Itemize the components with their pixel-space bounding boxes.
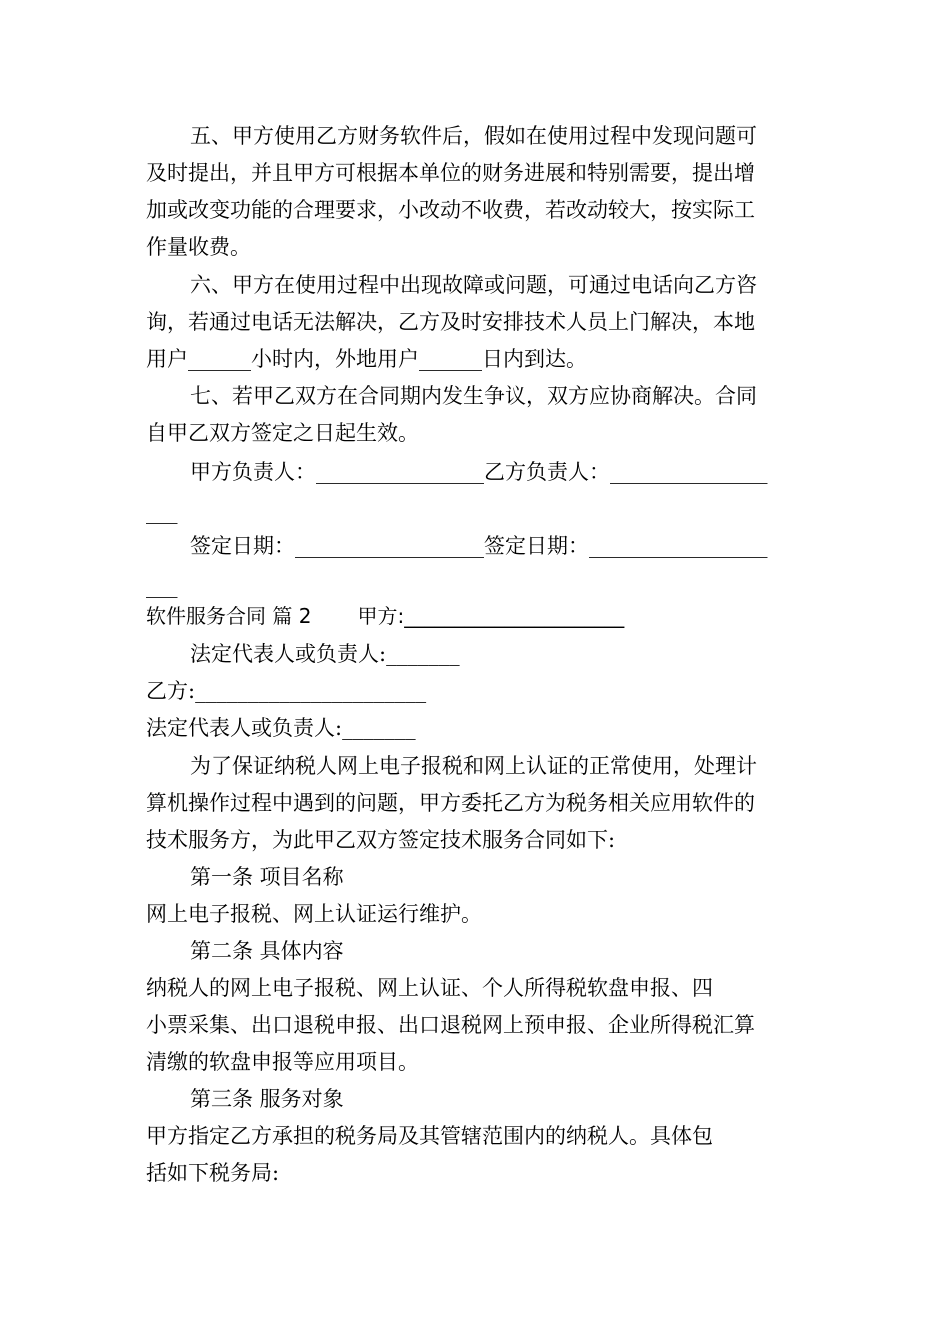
clause-6-line-3: 用户______小时内，外地用户______日内到达。 — [146, 347, 587, 371]
clause-7 — [146, 378, 814, 452]
party-b-field: 乙方:______________________ — [146, 679, 427, 703]
article-2-line-1: 纳税人的网上电子报税、网上认证、个人所得税软盘申报、四 — [146, 976, 713, 1000]
clause-5-line-2: 及时提出，并且甲方可根据本单位的财务进展和特别需要，提出增 — [146, 161, 755, 185]
intro-paragraph — [146, 748, 814, 859]
signature-line — [146, 452, 814, 532]
party-a-field: 甲方:______________________ — [357, 604, 625, 628]
article-3-line-1: 甲方指定乙方承担的税务局及其管辖范围内的纳税人。具体包 — [146, 1124, 713, 1148]
sign-date-line-1: 签定日期：__________________签定日期：_________________ — [190, 534, 768, 558]
clause-6-line-2: 询，若通过电话无法解决，乙方及时安排技术人员上门解决，本地 — [146, 310, 755, 334]
article-3-title: 第三条 服务对象 — [190, 1087, 344, 1111]
sign-date-line-2: ___ — [146, 574, 178, 598]
clause-6 — [146, 267, 814, 378]
intro-line-3: 技术服务方，为此甲乙双方签定技术服务合同如下: — [146, 828, 616, 852]
clause-7-line-2: 自甲乙双方签定之日起生效。 — [146, 421, 419, 445]
article-1 — [146, 859, 814, 933]
intro-line-1: 为了保证纳税人网上电子报税和网上认证的正常使用，处理计 — [190, 754, 757, 778]
clause-5 — [146, 118, 814, 266]
section-title: 软件服务合同 篇 2 — [146, 604, 312, 628]
signature-line-1: 甲方负责人：________________乙方负责人：_______________ — [190, 460, 768, 484]
clause-5-line-3: 加或改变功能的合理要求，小改动不收费，若改动较大，按实际工 — [146, 198, 755, 222]
section-heading — [146, 598, 624, 635]
article-2 — [146, 933, 814, 1081]
party-lines — [146, 636, 814, 747]
signature-line-2: ___ — [146, 500, 178, 524]
article-2-line-3: 清缴的软盘申报等应用项目。 — [146, 1050, 419, 1074]
sign-date-line — [146, 526, 814, 606]
party-b-representative: 法定代表人或负责人:_______ — [146, 716, 416, 740]
article-1-body: 网上电子报税、网上认证运行维护。 — [146, 902, 482, 926]
clause-5-line-4: 作量收费。 — [146, 235, 251, 259]
clause-6-line-1: 六、甲方在使用过程中出现故障或问题，可通过电话向乙方咨 — [190, 273, 757, 297]
article-3-line-2: 括如下税务局: — [146, 1161, 280, 1185]
clause-7-line-1: 七、若甲乙双方在合同期内发生争议，双方应协商解决。合同 — [190, 384, 757, 408]
clause-5-line-1: 五、甲方使用乙方财务软件后，假如在使用过程中发现问题可 — [190, 124, 757, 148]
party-a-representative: 法定代表人或负责人:_______ — [190, 642, 460, 666]
article-2-line-2: 小票采集、出口退税申报、出口退税网上预申报、企业所得税汇算 — [146, 1013, 755, 1037]
article-2-title: 第二条 具体内容 — [190, 939, 344, 963]
article-1-title: 第一条 项目名称 — [190, 865, 344, 889]
article-3 — [146, 1081, 814, 1192]
intro-line-2: 算机操作过程中遇到的问题，甲方委托乙方为税务相关应用软件的 — [146, 791, 755, 815]
